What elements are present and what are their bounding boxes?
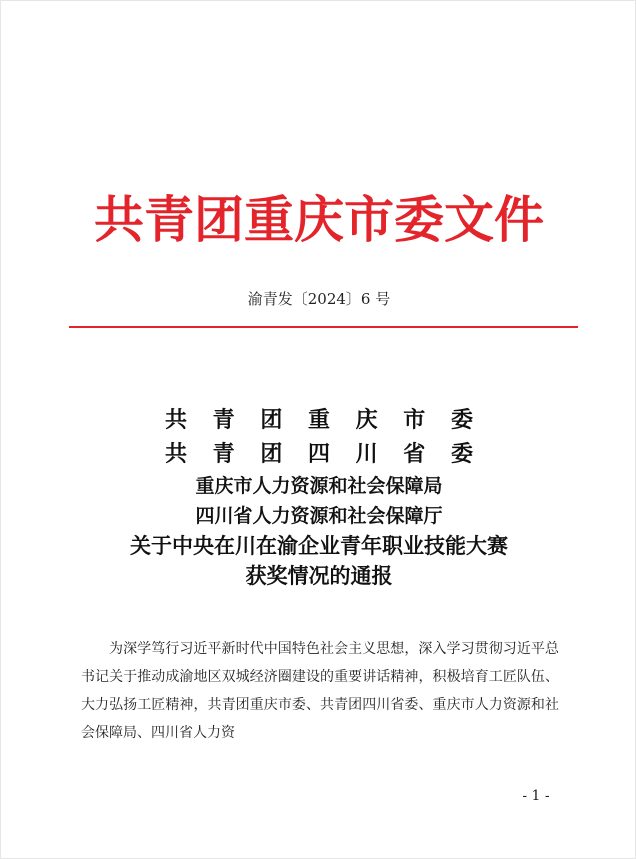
issuer-line-3: 重庆市人力资源和社会保障局 [195, 475, 443, 497]
page-number: - 1 - [522, 788, 550, 804]
subject-line-1: 关于中央在川在渝企业青年职业技能大赛 [130, 533, 508, 558]
issuer-line-2: 共 青 团 四 川 省 委 [165, 441, 482, 467]
issuer-line-4: 四川省人力资源和社会保障厅 [195, 505, 443, 527]
body-paragraph: 为深学笃行习近平新时代中国特色社会主义思想，深入学习贯彻习近平总书记关于推动成渝地区双城经济圈建设的重要讲话精神，积极培育工匠队伍、大力弘扬工匠精神，共青团重庆市委、共青团四川省委、重庆市人力资源和社会保障局、四川省人力资 [81, 641, 559, 741]
subject-line-2: 获奖情况的通报 [245, 563, 393, 588]
document-number: 渝青发〔2024〕6 号 [247, 290, 391, 308]
header-divider-line [69, 326, 578, 328]
issuer-line-1: 共 青 团 重 庆 市 委 [165, 407, 482, 433]
title-block [1, 403, 636, 591]
document-header-title: 共青团重庆市委文件 [94, 191, 544, 249]
